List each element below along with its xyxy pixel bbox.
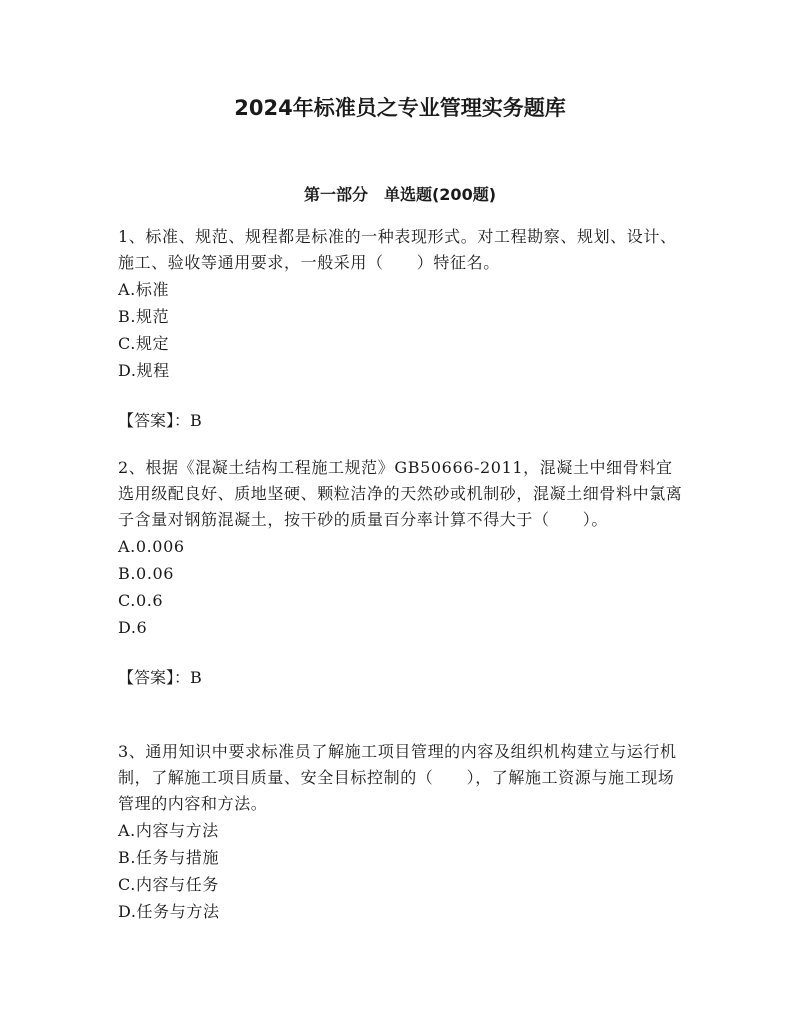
option-c: C.0.6	[118, 591, 164, 610]
option-a: A.标准	[118, 280, 170, 299]
document-title: 2024年标准员之专业管理实务题库	[234, 96, 566, 120]
answer-label: 【答案】：	[118, 411, 191, 430]
answer-value: B	[190, 411, 203, 430]
question-1	[118, 224, 688, 434]
question-stem: 1、标准、规范、规程都是标准的一种表现形式。对工程勘察、规划、设计、施工、验收等通用要求，一般采用（ ）特征名。	[118, 227, 677, 272]
question-2	[118, 455, 688, 691]
option-d: D.规程	[118, 361, 170, 380]
option-c: C.内容与任务	[118, 875, 219, 894]
option-a: A.0.006	[118, 537, 185, 556]
option-b: B.任务与措施	[118, 848, 220, 867]
option-c: C.规定	[118, 334, 170, 353]
question-3	[118, 739, 688, 925]
option-d: D.6	[118, 618, 148, 637]
answer-label: 【答案】：	[118, 668, 191, 687]
question-stem: 2、根据《混凝土结构工程施工规范》GB50666-2011，混凝土中细骨料宜选用级配良好、质地坚硬、颗粒洁净的天然砂或机制砂，混凝土细骨料中氯离子含量对钢筋混凝土，按干砂的质量百分率计算不得大于（ ）。	[118, 458, 683, 529]
option-d: D.任务与方法	[118, 902, 220, 921]
option-b: B.规范	[118, 307, 170, 326]
answer-line	[118, 665, 688, 691]
answer-value: B	[190, 668, 203, 687]
answer-line	[118, 408, 688, 434]
section-title: 第一部分 单选题(200题)	[303, 185, 497, 204]
question-stem: 3、通用知识中要求标准员了解施工项目管理的内容及组织机构建立与运行机制，了解施工项目质量、安全目标控制的（ ），了解施工资源与施工现场管理的内容和方法。	[118, 742, 677, 813]
option-a: A.内容与方法	[118, 821, 219, 840]
option-b: B.0.06	[118, 564, 175, 583]
